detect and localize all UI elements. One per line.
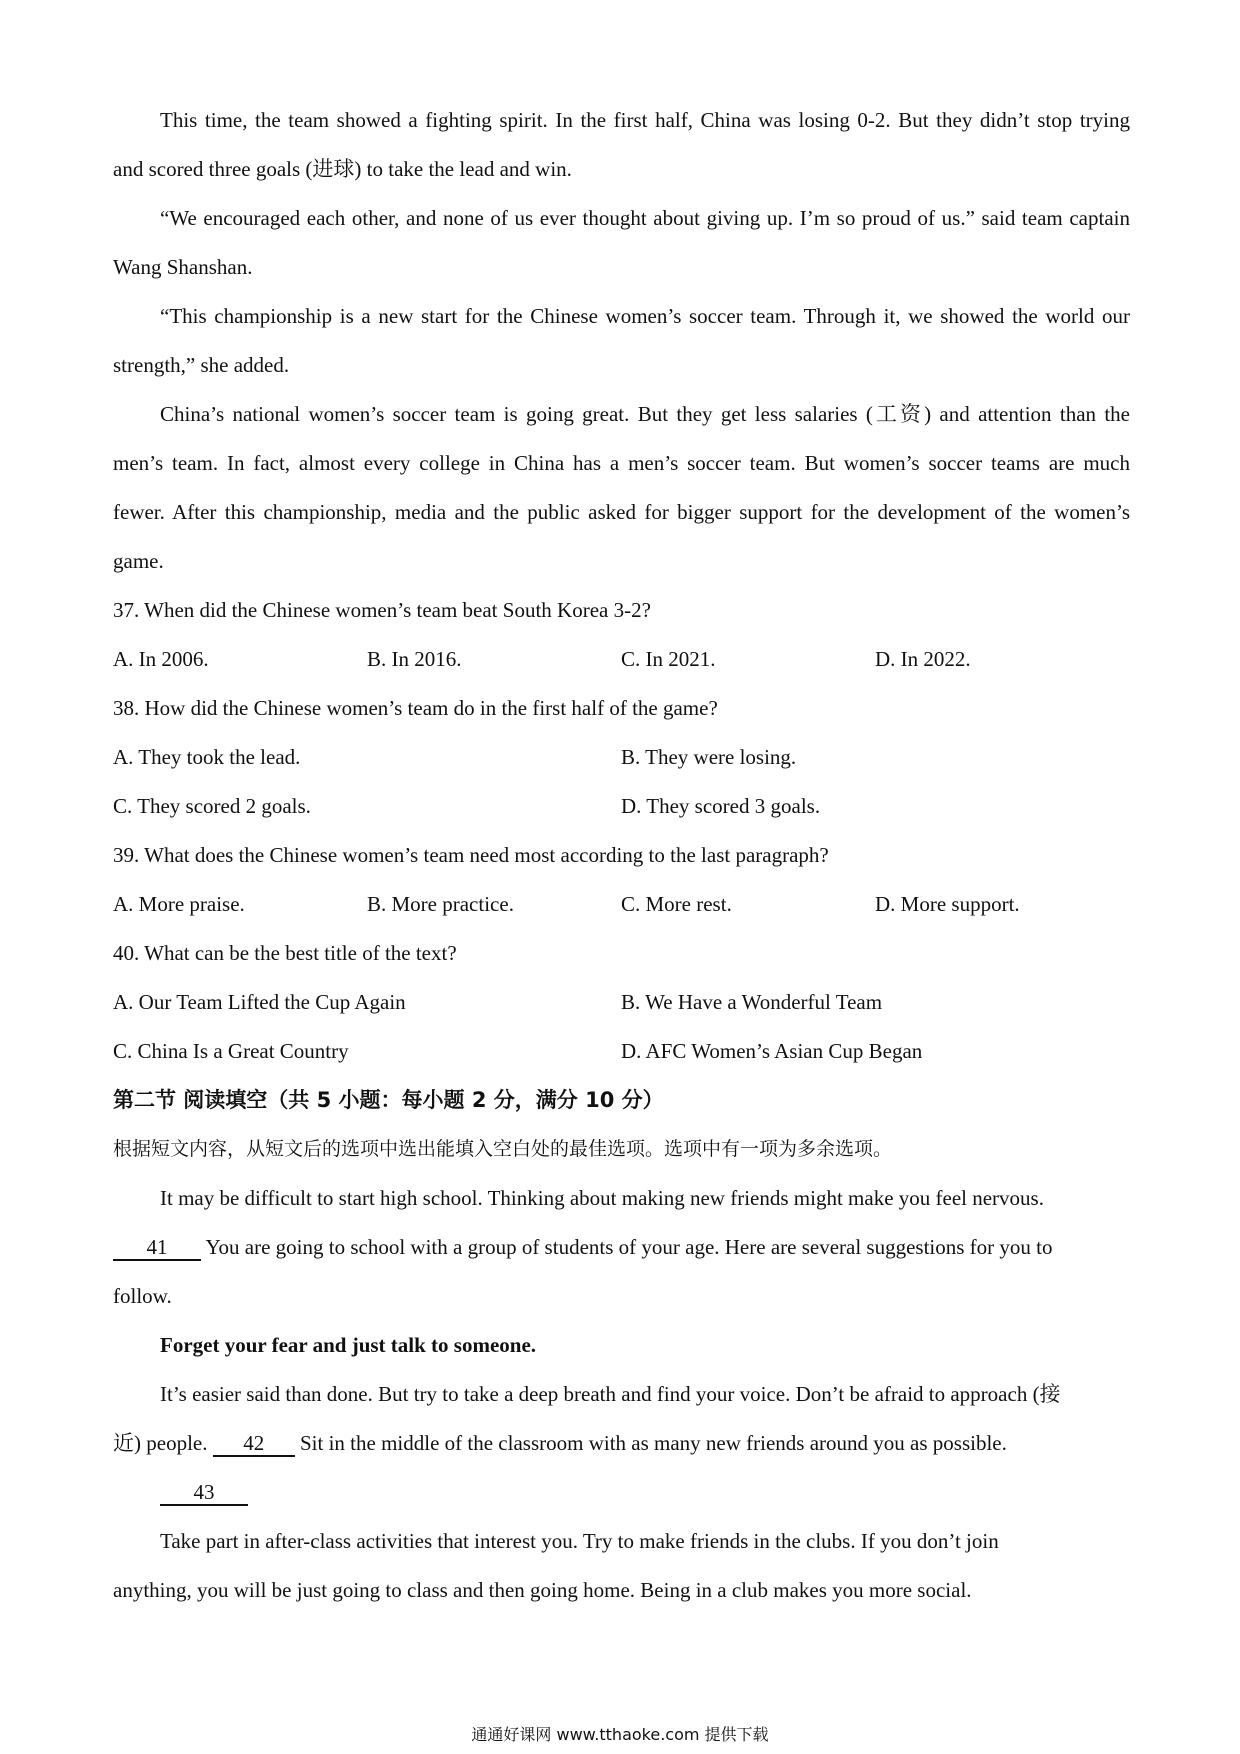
passage-line: and scored three goals (进球) to take the lead and win. xyxy=(113,157,572,181)
question-37-options xyxy=(113,635,1130,684)
passage-line: “We encouraged each other, and none of us ever thought about giving up. I’m so proud of us.” said team captain xyxy=(160,206,1130,230)
question-38-stem: 38. How did the Chinese women’s team do in the first half of the game? xyxy=(113,696,718,720)
passage-line: China’s national women’s soccer team is going great. But they get less salaries (工资) and attention than the xyxy=(160,402,1130,426)
passage-text: Sit in the middle of the classroom with as many new friends around you as possible. xyxy=(294,1431,1007,1455)
option-d: D. AFC Women’s Asian Cup Began xyxy=(621,1039,923,1063)
subheading: Forget your fear and just talk to someone. xyxy=(160,1333,537,1357)
passage-text: 近) people. xyxy=(113,1431,213,1455)
option-a: A. In 2006. xyxy=(113,647,209,671)
passage-line: game. xyxy=(113,549,164,573)
option-b: B. More practice. xyxy=(367,892,514,916)
question-40-options-row2 xyxy=(113,1027,1130,1076)
passage-line xyxy=(113,1223,1130,1272)
passage-line: “This championship is a new start for the Chinese women’s soccer team. Through it, we showed the world our xyxy=(160,304,1130,328)
passage-line xyxy=(113,1468,1130,1517)
option-a: A. They took the lead. xyxy=(113,745,301,769)
passage-text: You are going to school with a group of students of your age. Here are several suggestions for you to xyxy=(201,1235,1053,1259)
passage-line: strength,” she added. xyxy=(113,353,290,377)
option-a: A. Our Team Lifted the Cup Again xyxy=(113,990,406,1014)
option-c: C. In 2021. xyxy=(621,647,716,671)
option-a: A. More praise. xyxy=(113,892,245,916)
option-c: C. More rest. xyxy=(621,892,732,916)
question-38-options-row1 xyxy=(113,733,1130,782)
passage-line: men’s team. In fact, almost every college in China has a men’s soccer team. But women’s soccer teams are much xyxy=(113,451,1130,475)
option-b: B. They were losing. xyxy=(621,745,797,769)
passage-line: anything, you will be just going to class and then going home. Being in a club makes you more social. xyxy=(113,1578,972,1602)
question-37-stem: 37. When did the Chinese women’s team beat South Korea 3-2? xyxy=(113,598,651,622)
option-b: B. In 2016. xyxy=(367,647,462,671)
passage-line: fewer. After this championship, media and the public asked for bigger support for the development of the women’s xyxy=(113,500,1130,524)
question-40-options-row1 xyxy=(113,978,1130,1027)
option-c: C. China Is a Great Country xyxy=(113,1039,349,1063)
option-b: B. We Have a Wonderful Team xyxy=(621,990,883,1014)
question-40-stem: 40. What can be the best title of the text? xyxy=(113,941,457,965)
page-footer: 通通好课网 www.tthaoke.com 提供下载 xyxy=(471,1725,769,1744)
option-d: D. In 2022. xyxy=(875,647,971,671)
option-d: D. More support. xyxy=(875,892,1020,916)
blank-43[interactable]: 43 xyxy=(160,1480,248,1506)
question-38-options-row2 xyxy=(113,782,1130,831)
option-d: D. They scored 3 goals. xyxy=(621,794,821,818)
blank-42[interactable]: 42 xyxy=(213,1431,295,1457)
passage-line: follow. xyxy=(113,1284,172,1308)
option-c: C. They scored 2 goals. xyxy=(113,794,311,818)
passage-line xyxy=(113,1419,1130,1468)
section-instruction: 根据短文内容，从短文后的选项中选出能填入空白处的最佳选项。选项中有一项为多余选项。 xyxy=(113,1138,893,1160)
question-39-options xyxy=(113,880,1130,929)
document-body xyxy=(113,96,1130,1615)
passage-line: It’s easier said than done. But try to take a deep breath and find your voice. Don’t be afraid to approach (接 xyxy=(160,1382,1061,1406)
passage-line: This time, the team showed a fighting spirit. In the first half, China was losing 0-2. But they didn’t stop trying xyxy=(160,108,1130,132)
passage-line: It may be difficult to start high school. Thinking about making new friends might make you feel nervous. xyxy=(160,1186,1044,1210)
blank-41[interactable]: 41 xyxy=(113,1235,201,1261)
section-heading: 第二节 阅读填空（共 5 小题：每小题 2 分，满分 10 分） xyxy=(113,1088,664,1112)
passage-line: Take part in after-class activities that interest you. Try to make friends in the clubs. If you don’t join xyxy=(160,1529,999,1553)
passage-line: Wang Shanshan. xyxy=(113,255,253,279)
question-39-stem: 39. What does the Chinese women’s team need most according to the last paragraph? xyxy=(113,843,829,867)
